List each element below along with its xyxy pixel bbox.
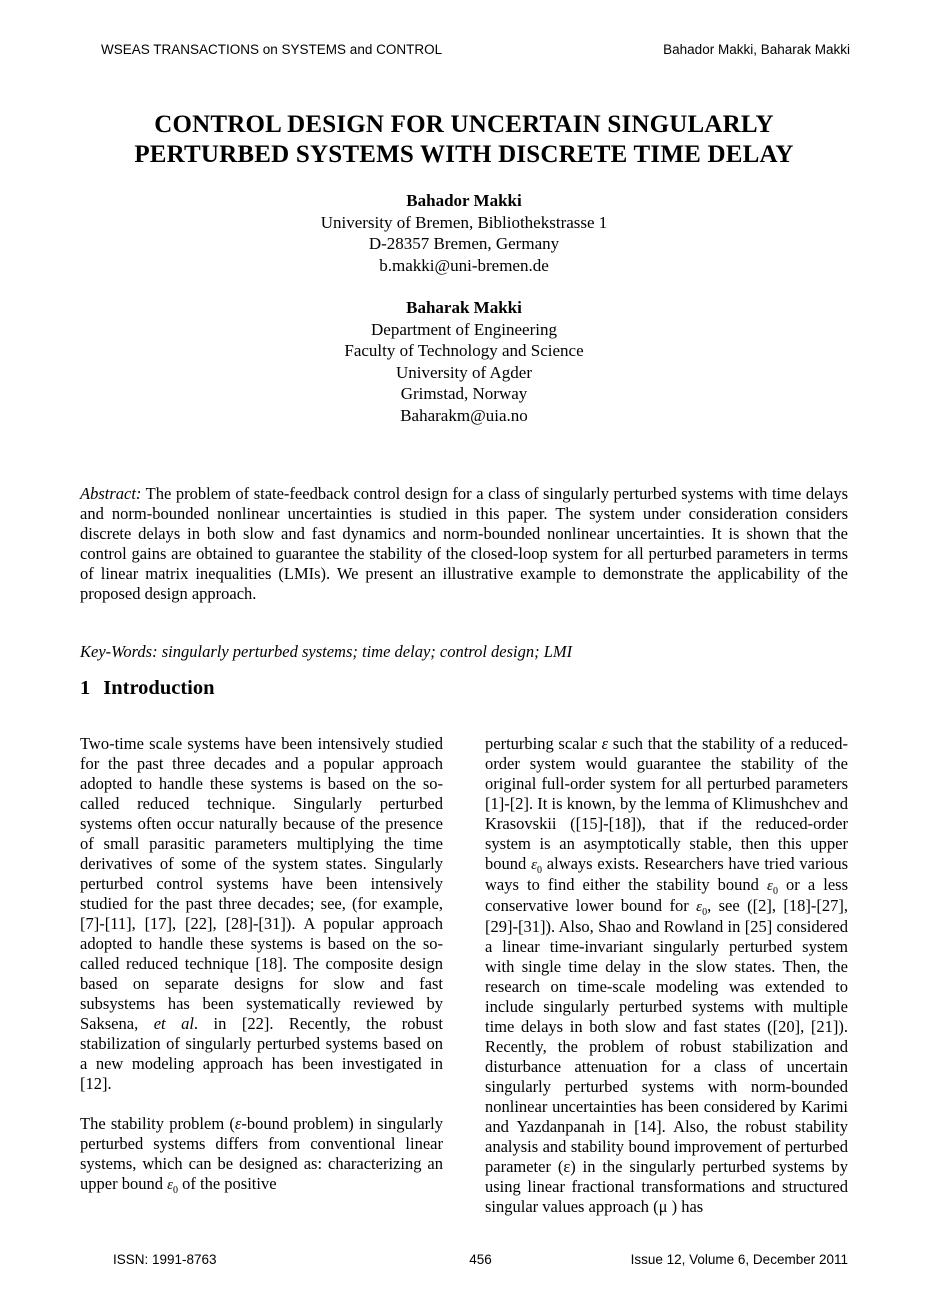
epsilon-zero-symbol xyxy=(767,878,778,897)
text-run: of the positive xyxy=(178,1174,277,1193)
author-affiliation-line: Department of Engineering xyxy=(371,319,557,339)
issue-info: Issue 12, Volume 6, December 2011 xyxy=(630,1252,848,1267)
running-authors: Bahador Makki, Baharak Makki xyxy=(663,42,850,57)
intro-paragraph-1 xyxy=(80,734,443,1094)
abstract-paragraph xyxy=(80,484,848,604)
epsilon-zero-symbol xyxy=(531,857,542,876)
epsilon-symbol: ε xyxy=(531,857,537,873)
epsilon-symbol: ε xyxy=(767,878,773,894)
text-run: . in [22]. Recently, the robust stabilization of singularly perturbed systems based on a new modeling approach has been investigated in [12]. xyxy=(80,1014,444,1093)
text-run: , see ([2], [18]-[27], [29]-[31]). Also, Shao and Rowland in [25] considered a linear time-invariant singularly perturbed system with single time delay in the slow states. Then, the research on time-scale modeling was extended to include singularly perturbed systems with multiple time delays in both slow and fast states ([20], [21]). Recently, the problem of robust stabilization and disturbance attenuation for a class of uncertain singularly perturbed systems with norm-bounded nonlinear uncertainties has been considered by Karimi and Yazdanpanah in [14]. Also, the robust stability analysis and stability bound improvement of perturbed parameter (ε) in the singularly perturbed systems by using linear fractional transformations and structured singular values approach (μ ) has xyxy=(485,896,849,1216)
epsilon-zero-symbol xyxy=(696,899,708,918)
abstract-text: The problem of state-feedback control design for a class of singularly perturbed systems with time delays and norm-bounded nonlinear uncertainties is studied in this paper. The system under consideration considers discrete delays in both slow and fast dynamics and norm-bounded nonlinear uncertainties. It is shown that the control gains are obtained to guarantee the stability of the closed-loop system for all perturbed parameters in terms of linear matrix inequalities (LMIs). We present an illustrative example to demonstrate the applicability of the proposed design approach. xyxy=(80,484,848,603)
intro-paragraph-2 xyxy=(80,1114,443,1195)
page-footer xyxy=(80,1252,848,1267)
text-run: -bound problem) in singularly perturbed systems differs from conventional linear systems, which can be designed as: characterizing an upper bound xyxy=(80,1114,443,1193)
author-affiliation-line: University of Agder xyxy=(396,362,532,382)
text-run: such that the stability of a reduced-order system would guarantee the stability of the original full-order system for all perturbed parameters [1]-[2]. It is known, by the lemma of Klimushchev and Krasovskii ([15]-[18]), that if the reduced-order system is an asymptotically stable, then this upper bound xyxy=(485,734,848,873)
author-affiliation-line: Faculty of Technology and Science xyxy=(344,341,584,360)
epsilon-symbol: ε xyxy=(696,899,703,915)
section-number: 1 xyxy=(80,677,91,699)
keywords-text: Key-Words: singularly perturbed systems; time delay; control design; LMI xyxy=(80,642,573,661)
author-block-2 xyxy=(80,297,848,426)
text-run: Two-time scale systems have been intensively studied for the past three decades and a popular approach adopted to handle these systems is based on the so-called reduced technique. Singularly perturbed systems often occur naturally because of the presence of small parasitic parameters multiplying the time derivatives of some of the system states. Singularly perturbed control systems have been intensively studied for the past three decades; see, (for example, [7]-[11], [17], [22], [28]-[31]). A popular approach adopted to handle these systems is based on the so-called reduced technique [18]. The composite design based on separate designs for slow and fast subsystems has been systematically reviewed by Saksena, xyxy=(80,734,443,1033)
et-al-italic: et al xyxy=(153,1014,194,1033)
author-block-1 xyxy=(80,190,848,276)
page-number: 456 xyxy=(469,1252,492,1267)
left-column xyxy=(80,734,443,1217)
author-affiliation-line: University of Bremen, Bibliothekstrasse 1 xyxy=(320,212,608,232)
section-title: Introduction xyxy=(103,677,215,699)
author-name: Bahador Makki xyxy=(406,191,522,210)
subscript-zero: 0 xyxy=(536,865,542,876)
paper-title-line1: CONTROL DESIGN FOR UNCERTAIN SINGULARLY xyxy=(154,111,774,138)
intro-paragraph-3 xyxy=(485,734,848,1217)
subscript-zero: 0 xyxy=(702,907,708,918)
author-affiliation-line: D-28357 Bremen, Germany xyxy=(368,234,560,253)
author-email: b.makki@uni-bremen.de xyxy=(379,255,549,275)
section-heading xyxy=(80,676,215,700)
text-run: or a less conservative lower bound for xyxy=(485,875,848,915)
page-header xyxy=(101,42,850,57)
text-run: The stability problem ( xyxy=(80,1114,235,1133)
epsilon-symbol: ε xyxy=(601,734,609,753)
right-column xyxy=(485,734,848,1217)
epsilon-zero-symbol xyxy=(167,1177,178,1196)
author-email: Baharakm@uia.no xyxy=(400,405,528,425)
paper-title-line2: PERTURBED SYSTEMS WITH DISCRETE TIME DELAY xyxy=(134,141,794,168)
keywords-line xyxy=(80,642,848,662)
issn: ISSN: 1991-8763 xyxy=(113,1252,217,1267)
author-affiliation-line: Grimstad, Norway xyxy=(400,384,528,403)
epsilon-symbol: ε xyxy=(234,1114,242,1133)
text-run: perturbing scalar xyxy=(485,734,602,753)
author-name: Baharak Makki xyxy=(406,298,522,317)
paper-title xyxy=(80,110,848,170)
journal-name: WSEAS TRANSACTIONS on SYSTEMS and CONTROL xyxy=(101,42,443,57)
subscript-zero: 0 xyxy=(772,886,778,897)
text-run: always exists. Researchers have tried various ways to find either the stability bound xyxy=(485,854,848,894)
abstract-label: Abstract: xyxy=(80,484,142,503)
subscript-zero: 0 xyxy=(173,1185,178,1196)
two-column-body xyxy=(80,734,848,1217)
epsilon-symbol: ε xyxy=(167,1177,173,1193)
